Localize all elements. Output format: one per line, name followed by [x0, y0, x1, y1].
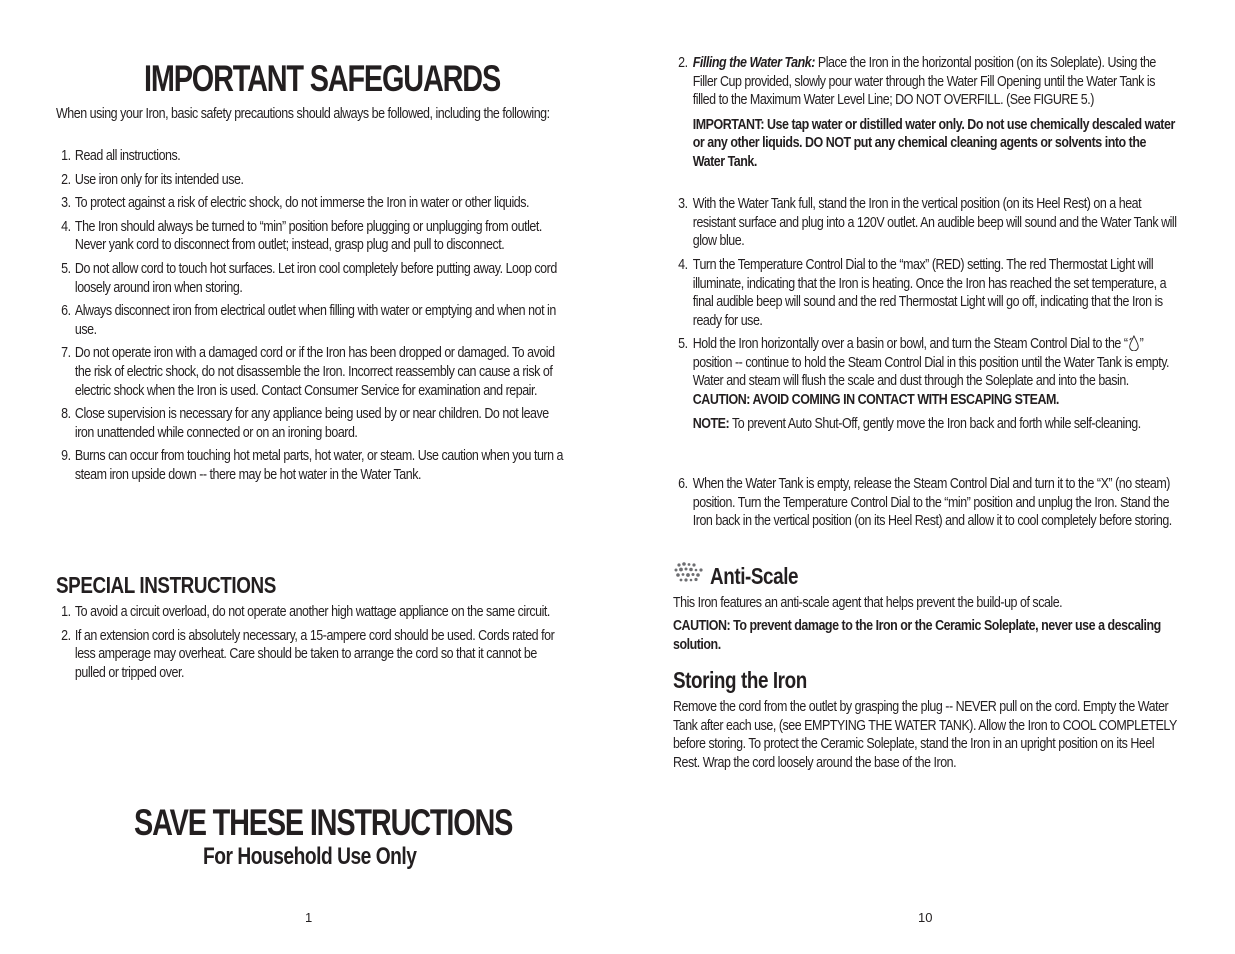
- step-number: 6.: [678, 476, 688, 492]
- anti-scale-caution: CAUTION: To prevent damage to the Iron or the Ceramic Soleplate, never use a descaling solution.: [673, 618, 1161, 653]
- list-item: [56, 194, 563, 213]
- list-item: [56, 218, 563, 255]
- anti-scale-dots-icon: [673, 561, 705, 583]
- note-label: NOTE:: [692, 416, 730, 433]
- item-text: Do not allow cord to touch hot surfaces. Let iron cool completely before putting away. Loop cord loosely around iron when storing.: [74, 260, 557, 296]
- step-4-text: Turn the Temperature Control Dial to the “max” (RED) setting. The red Thermostat Light will illuminate, indicating that the Iron is heating. Once the Iron has reached the set temperature, a final audible beep will sound and the red Thermostat Light will go off, indicating that the Iron is ready for use.: [692, 257, 1167, 329]
- item-number: 3.: [61, 195, 71, 212]
- item-number: 2.: [61, 171, 71, 188]
- step-number: 2.: [678, 55, 688, 71]
- step-number: 3.: [678, 196, 688, 212]
- item-number: 1.: [61, 604, 71, 620]
- special-instructions-heading: SPECIAL INSTRUCTIONS: [56, 572, 276, 598]
- important-note: IMPORTANT: Use tap water or distilled water only. Do not use chemically descaled water or any other liquids. DO NOT put any chemical cleaning agents or solvents into the Water Tank.: [692, 116, 1175, 170]
- item-number: 7.: [61, 345, 71, 362]
- item-number: 1.: [61, 148, 71, 164]
- household-use-subtitle: For Household Use Only: [203, 843, 417, 870]
- step-2-text: Place the Iron in the horizontal position (on its Soleplate). Using the Filler Cup provided, slowly pour water through the Water Fill Opening until the Water Tank is filled to the Maximum Water Level Line; DO NOT OVERFILL. (See FIGURE 5.): [692, 55, 1156, 109]
- step-5-text-a: Hold the Iron horizontally over a basin or bowl, and turn the Steam Control Dial to the “: [692, 336, 1128, 352]
- step-4: [673, 256, 1180, 330]
- anti-scale-text: This Iron features an anti-scale agent that helps prevent the build-up of scale.: [673, 595, 1063, 611]
- item-text: If an extension cord is absolutely necessary, a 15-ampere cord should be used. Cords rated for less amperage may overheat. Care should be taken to arrange the cord so that it cannot be pulled or tripped over.: [74, 627, 555, 681]
- save-instructions-title: SAVE THESE INSTRUCTIONS: [134, 802, 513, 843]
- item-number: 2.: [61, 627, 71, 644]
- special-instructions-list: [56, 603, 563, 687]
- item-text: To protect against a risk of electric shock, do not immerse the Iron in water or other liquids.: [74, 195, 530, 212]
- list-item: [56, 627, 563, 683]
- caution-steam: CAUTION: AVOID COMING IN CONTACT WITH ESCAPING STEAM.: [692, 391, 1059, 408]
- list-item: [56, 147, 563, 166]
- step-5: [673, 335, 1180, 434]
- step-6: [673, 475, 1180, 531]
- safeguards-intro: When using your Iron, basic safety precautions should always be followed, including the following:: [56, 106, 550, 122]
- list-item: [56, 171, 563, 190]
- step-3: [673, 195, 1180, 251]
- note-text: To prevent Auto Shut-Off, gently move the Iron back and forth while self-cleaning.: [729, 416, 1141, 433]
- item-text: The Iron should always be turned to “min” position before plugging or unplugging from outlet. Never yank cord to disconnect from outlet; instead, grasp plug and pull to disconnect.: [74, 218, 542, 254]
- item-text: Use iron only for its intended use.: [74, 171, 244, 188]
- anti-scale-heading: Anti-Scale: [710, 563, 799, 589]
- list-item: [56, 260, 563, 297]
- list-item: [56, 302, 563, 339]
- item-text: Read all instructions.: [74, 148, 181, 164]
- steam-drop-icon: [1128, 335, 1140, 351]
- step-3-text: With the Water Tank full, stand the Iron in the vertical position (on its Heel Rest) on a heat resistant surface and plug into a 120V outlet. An audible beep will sound and the Water Tank will glow blue.: [692, 196, 1177, 250]
- safeguards-title: IMPORTANT SAFEGUARDS: [144, 58, 501, 99]
- page-number: 1: [305, 910, 313, 925]
- step-number: 5.: [678, 336, 688, 352]
- item-text: Always disconnect iron from electrical outlet when filling with water or emptying and when not in use.: [74, 303, 556, 338]
- safeguards-list: [56, 147, 563, 490]
- step-5-text-b: ” position -- continue to hold the Steam Control Dial in this position until the Water Tank is empty. Water and steam will flush the scale and dust through the Soleplate and into the basin.: [692, 336, 1170, 390]
- item-text: Do not operate iron with a damaged cord or if the Iron has been dropped or damaged. To avoid the risk of electric shock, do not disassemble the Iron. Incorrect reassembly can cause a risk of electric shock when the Iron is used. Contact Consumer Service for examination and repair.: [74, 345, 555, 399]
- storing-heading: Storing the Iron: [673, 667, 807, 693]
- list-item: [56, 405, 563, 442]
- item-number: 9.: [61, 448, 71, 465]
- step-6-text: When the Water Tank is empty, release the Steam Control Dial and turn it to the “X” (no steam) position. Turn the Temperature Control Dial to the “min” position and unplug the Iron. Stand the Iron back in the vertical position (on its Heel Rest) and allow it to cool completely before storing.: [692, 476, 1172, 530]
- item-text: Burns can occur from touching hot metal parts, hot water, or steam. Use caution when you turn a steam iron upside down -- there may be hot water in the Water Tank.: [74, 448, 564, 483]
- list-item: [56, 603, 563, 622]
- item-text: To avoid a circuit overload, do not operate another high wattage appliance on the same circuit.: [74, 604, 550, 620]
- auto-shutoff-note: [693, 415, 1181, 434]
- item-number: 8.: [61, 406, 71, 423]
- step-number: 4.: [678, 257, 688, 273]
- step-2-lead: Filling the Water Tank:: [692, 55, 815, 71]
- item-text: Close supervision is necessary for any appliance being used by or near children. Do not leave iron unattended while connected or on an ironing board.: [74, 406, 549, 441]
- list-item: [56, 447, 563, 484]
- storing-text: Remove the cord from the outlet by grasping the plug -- NEVER pull on the cord. Empty the Water Tank after each use, (see EMPTYING THE WATER TANK). Allow the Iron to COOL COMPLETELY before storing. To protect the Ceramic Soleplate, stand the Iron in an upright position on its Heel Rest. Wrap the cord loosely around the base of the Iron.: [673, 699, 1177, 771]
- item-number: 6.: [61, 303, 71, 320]
- item-number: 5.: [61, 260, 71, 277]
- item-number: 4.: [61, 218, 71, 235]
- list-item: [56, 344, 563, 400]
- step-2: [673, 54, 1180, 172]
- page-number: 10: [918, 910, 933, 925]
